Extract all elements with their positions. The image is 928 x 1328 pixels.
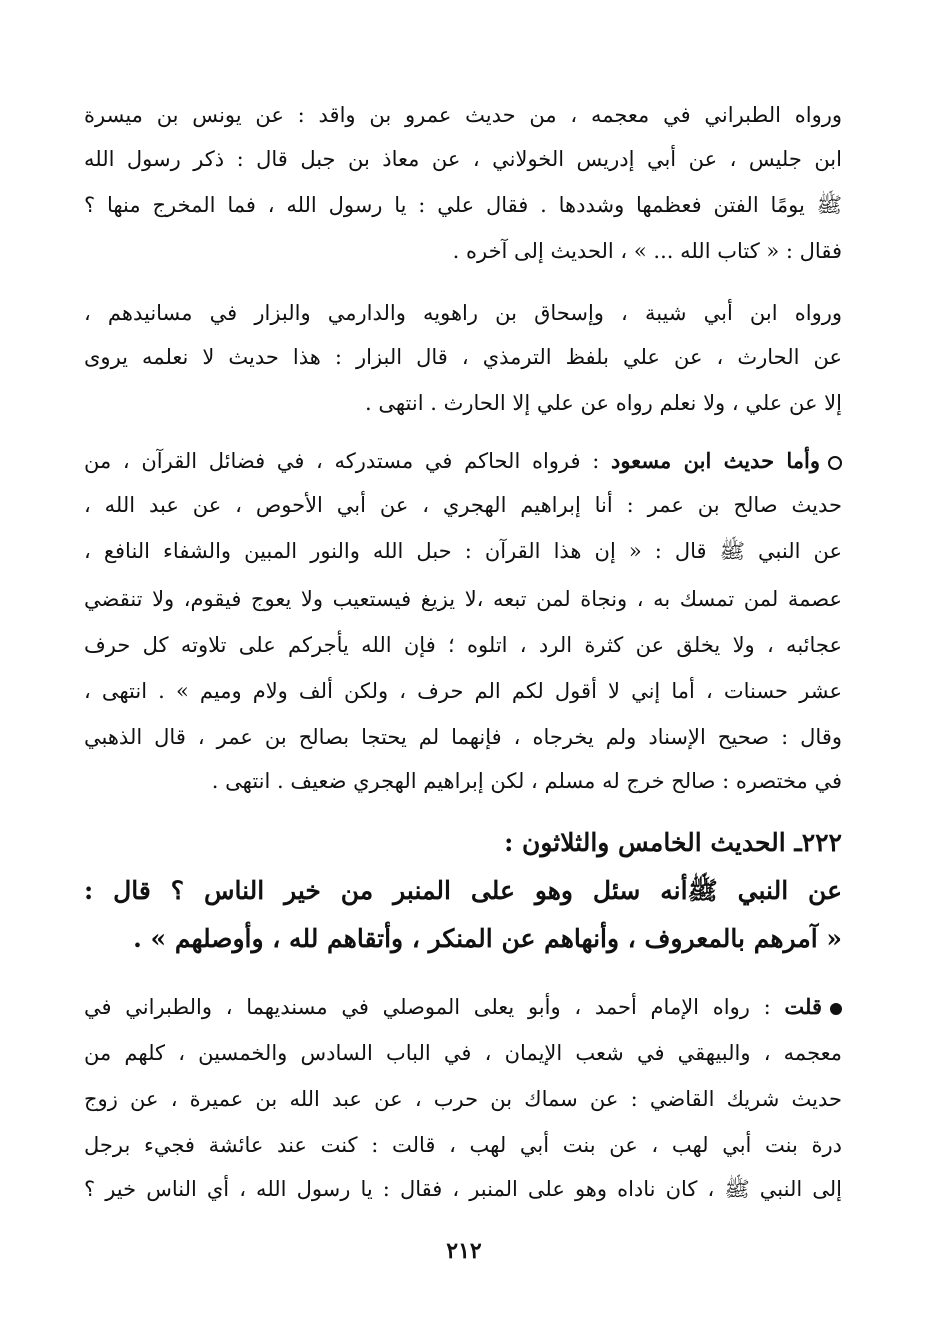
paragraph-text: : فرواه الحاكم في مستدركه ، في فضائل القرآن ، من xyxy=(84,449,611,473)
hadith-text-line: « آمرهم بالمعروف ، وأنهاهم عن المنكر ، وأتقاهم لله ، وأوصلهم » . xyxy=(133,924,842,953)
paragraph-first-line xyxy=(84,992,842,1022)
page-number: ٢١٢ xyxy=(446,1238,482,1264)
paragraph-text: : رواه الإمام أحمد ، وأبو يعلى الموصلي في مسنديهما ، والطبراني في xyxy=(84,995,785,1019)
text-line: ﷺ يومًا الفتن فعظمها وشددها . فقال علي : يا رسول الله ، فما المخرج منها ؟ xyxy=(84,193,842,217)
text-line: عن النبي ﷺ قال : « إن هذا القرآن : حبل الله والنور المبين والشفاء النافع ، xyxy=(84,539,842,563)
text-line: ورواه الطبراني في معجمه ، من حديث عمرو بن واقد : عن يونس بن ميسرة xyxy=(84,103,842,127)
text-line: ابن جليس ، عن أبي إدريس الخولاني ، عن معاذ بن جبل قال : ذكر رسول الله xyxy=(84,147,842,171)
text-line: درة بنت أبي لهب ، عن بنت أبي لهب ، قالت : كنت عند عائشة فجيء برجل xyxy=(84,1133,842,1157)
text-line: إلا عن علي ، ولا نعلم رواه عن علي إلا الحارث . انتهى . xyxy=(365,391,842,415)
text-line: معجمه ، والبيهقي في شعب الإيمان ، في الباب السادس والخمسين ، كلهم من xyxy=(84,1041,842,1065)
text-line: إلى النبي ﷺ ، كان ناداه وهو على المنبر ، فقال : يا رسول الله ، أي الناس خير ؟ xyxy=(84,1177,842,1201)
text-line: فقال : « كتاب الله ... » ، الحديث إلى آخره . xyxy=(452,239,842,263)
text-line: عصمة لمن تمسك به ، ونجاة لمن تبعه ،لا يزيغ فيستعيب ولا يعوج فيقوم، ولا تنقضي xyxy=(84,587,842,611)
text-line: في مختصره : صالح خرج له مسلم ، لكن إبراهيم الهجري ضعيف . انتهى . xyxy=(211,769,842,793)
paragraph-lead: وأما حديث ابن مسعود xyxy=(610,448,820,473)
text-line: عشر حسنات ، أما إني لا أقول لكم الم حرف ، ولكن ألف ولام وميم » . انتهى ، xyxy=(84,679,842,703)
paragraph-lead: قلت xyxy=(784,994,822,1019)
hollow-circle-bullet-icon xyxy=(828,456,842,470)
paragraph-first-line xyxy=(84,446,842,476)
text-line: عن الحارث ، عن علي بلفظ الترمذي ، قال البزار : هذا حديث لا نعلمه يروى xyxy=(84,345,842,369)
text-line: عجائبه ، ولا يخلق عن كثرة الرد ، اتلوه ؛ فإن الله يأجركم على تلاوته كل حرف xyxy=(84,633,842,657)
text-line: وقال : صحيح الإسناد ولم يخرجاه ، فإنهما لم يحتجا بصالح بن عمر ، قال الذهبي xyxy=(84,725,842,749)
filled-circle-bullet-icon xyxy=(830,1003,842,1015)
hadith-heading: ٢٢٢ـ الحديث الخامس والثلاثون : xyxy=(504,828,842,857)
text-line: حديث شريك القاضي : عن سماك بن حرب ، عن عبد الله بن عميرة ، عن زوج xyxy=(84,1087,842,1111)
text-line: ورواه ابن أبي شيبة ، وإسحاق بن راهويه والدارمي والبزار في مسانيدهم ، xyxy=(84,301,842,325)
hadith-text-line: عن النبي ﷺأنه سئل وهو على المنبر من خير الناس ؟ قال : xyxy=(84,876,842,905)
text-line: حديث صالح بن عمر : أنا إبراهيم الهجري ، عن أبي الأحوص ، عن عبد الله ، xyxy=(84,493,842,517)
